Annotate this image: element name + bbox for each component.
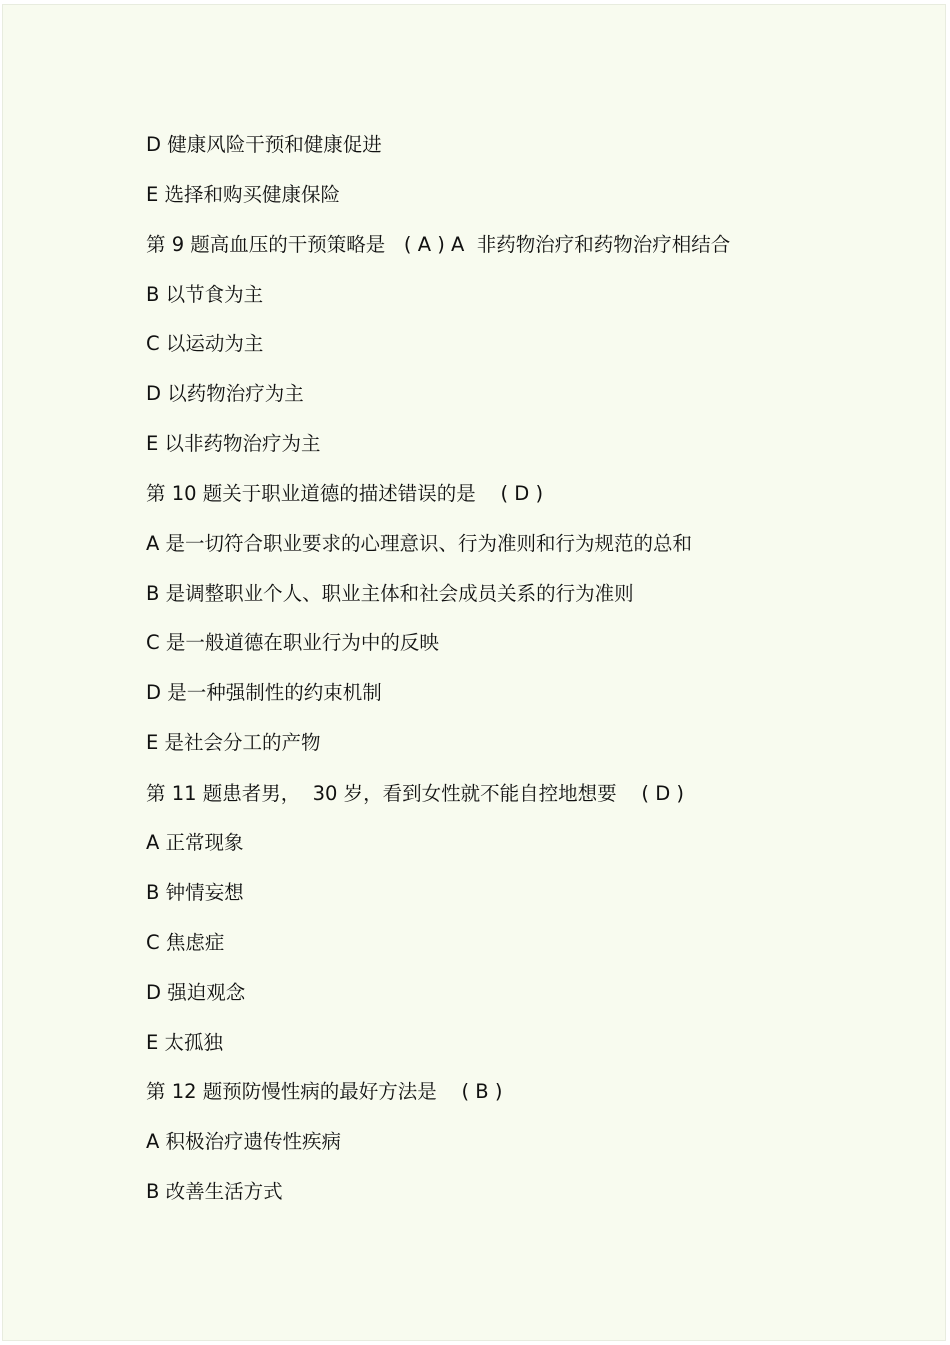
text-line: D 强迫观念 [146,981,246,1004]
text-line: E 以非药物治疗为主 [146,432,321,455]
text-line: C 是一般道德在职业行为中的反映 [146,631,439,654]
question-line: 第 9 题高血压的干预策略是 ( A ) A 非药物治疗和药物治疗相结合 [146,233,731,256]
document-page [2,4,946,1341]
text-line: E 选择和购买健康保险 [146,183,341,206]
text-line: D 是一种强制性的约束机制 [146,681,382,704]
text-line: B 以节食为主 [146,283,264,306]
question-line: 第 10 题关于职业道德的描述错误的是 ( D ) [146,482,544,505]
text-line: A 正常现象 [146,831,244,854]
text-line: B 改善生活方式 [146,1180,283,1203]
text-line: C 以运动为主 [146,332,264,355]
text-line: B 钟情妄想 [146,881,244,904]
question-line: 第 12 题预防慢性病的最好方法是 ( B ) [146,1080,503,1103]
question-line: 第 11 题患者男， 30 岁，看到女性就不能自控地想要 ( D ) [146,782,685,805]
text-line: C 焦虑症 [146,931,225,954]
text-line: D 以药物治疗为主 [146,382,304,405]
text-line: A 是一切符合职业要求的心理意识、行为准则和行为规范的总和 [146,532,693,555]
text-line: D 健康风险干预和健康促进 [146,133,382,156]
text-line: A 积极治疗遗传性疾病 [146,1130,342,1153]
text-line: B 是调整职业个人、职业主体和社会成员关系的行为准则 [146,582,634,605]
text-line: E 是社会分工的产物 [146,731,321,754]
text-line: E 太孤独 [146,1031,224,1054]
